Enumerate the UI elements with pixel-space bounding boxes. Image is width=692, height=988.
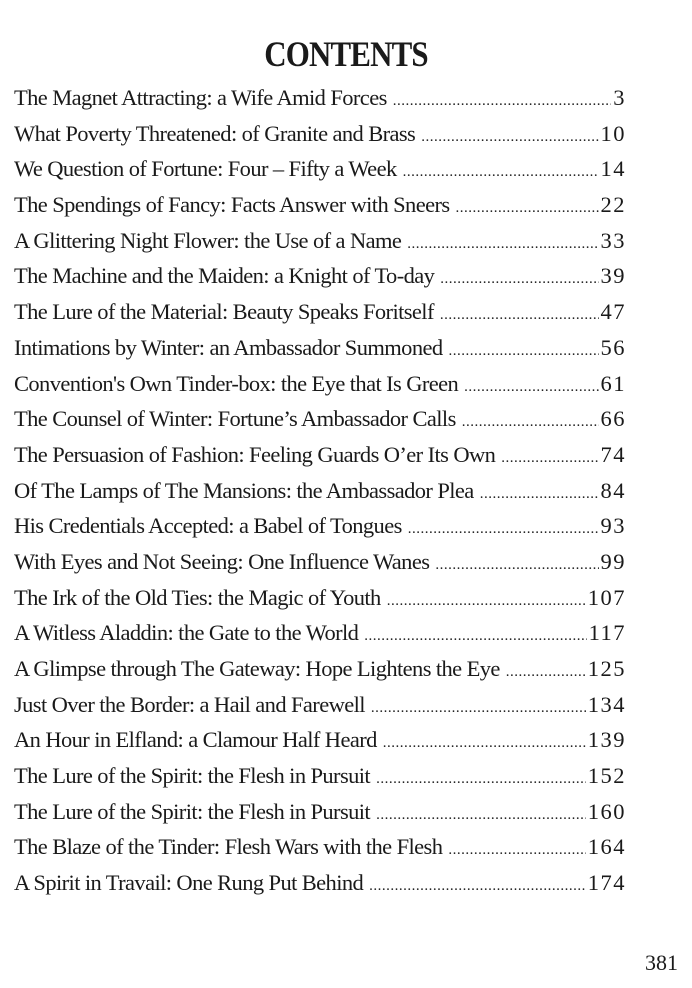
toc-entry-title: A Witless Aladdin: the Gate to the World [14, 620, 359, 646]
toc-entry-page: 22 [600, 192, 626, 218]
dot-leader [506, 655, 586, 691]
dot-leader [408, 512, 599, 548]
toc-entry [14, 508, 626, 544]
toc-entry-page: 139 [587, 727, 626, 753]
toc-entry-page: 74 [600, 441, 626, 467]
toc-entry-page: 66 [600, 406, 626, 432]
dot-leader [448, 833, 585, 869]
toc-entry-title: A Glittering Night Flower: the Use of a Name [14, 227, 402, 253]
toc-entry-page: 174 [587, 870, 626, 896]
toc-entry-page: 84 [600, 477, 626, 503]
toc-entry [14, 116, 626, 152]
toc-entry [14, 258, 626, 294]
dot-leader [393, 84, 612, 120]
toc-entry [14, 865, 626, 901]
toc-entry [14, 794, 626, 830]
toc-entry-page: 125 [587, 656, 626, 681]
toc-entry [14, 294, 626, 330]
toc-entry-title: The Lure of the Material: Beauty Speaks Foritself [14, 299, 434, 325]
toc-entry-title: What Poverty Threatened: of Granite and Brass [14, 120, 416, 146]
toc-entry [14, 223, 626, 259]
table-of-contents [14, 80, 626, 901]
toc-entry-title: Just Over the Border: a Hail and Farewell [14, 691, 365, 717]
toc-entry-title: The Counsel of Winter: Fortune’s Ambassador Calls [14, 406, 456, 432]
toc-entry-page: 61 [600, 370, 626, 396]
toc-entry [14, 829, 626, 865]
toc-entry-title: The Irk of the Old Ties: the Magic of Youth [14, 584, 381, 610]
toc-entry [14, 401, 626, 437]
toc-entry-page: 160 [587, 798, 626, 824]
toc-entry-page: 93 [600, 513, 626, 539]
toc-entry-page: 134 [587, 691, 626, 717]
dot-leader [403, 155, 599, 191]
toc-entry [14, 330, 626, 366]
toc-entry-page: 33 [600, 227, 626, 253]
toc-entry-page: 164 [587, 834, 626, 860]
toc-entry-page: 56 [600, 334, 626, 360]
dot-leader [501, 441, 598, 477]
page-title: CONTENTS [264, 34, 428, 75]
toc-entry-title: The Spendings of Fancy: Facts Answer with Sneers [14, 192, 450, 218]
toc-entry-page: 39 [600, 263, 626, 289]
toc-entry-page: 107 [587, 584, 626, 610]
dot-leader [421, 120, 598, 156]
dot-leader [369, 869, 586, 905]
toc-entry [14, 473, 626, 509]
toc-entry [14, 80, 626, 116]
dot-leader [387, 584, 586, 620]
page-number: 381 [645, 950, 678, 975]
toc-entry [14, 687, 626, 723]
toc-entry [14, 437, 626, 473]
toc-entry-page: 117 [588, 620, 626, 646]
toc-entry [14, 580, 626, 616]
toc-entry-title: The Magnet Attracting: a Wife Amid Forces [14, 85, 387, 110]
toc-entry [14, 758, 626, 794]
toc-entry-title: We Question of Fortune: Four – Fifty a Week [14, 156, 397, 182]
dot-leader [435, 548, 598, 584]
toc-entry [14, 651, 626, 687]
toc-entry-title: Convention's Own Tinder-box: the Eye that Is Green [14, 370, 459, 396]
toc-entry [14, 187, 626, 223]
toc-entry-page: 152 [587, 763, 626, 789]
toc-entry [14, 366, 626, 402]
toc-entry-title: The Lure of the Spirit: the Flesh in Pursuit [14, 763, 371, 789]
toc-entry-page: 99 [600, 548, 626, 574]
dot-leader [462, 405, 599, 441]
dot-leader [376, 798, 586, 834]
dot-leader [449, 334, 599, 370]
toc-entry-title: An Hour in Elfland: a Clamour Half Heard [14, 727, 377, 753]
dot-leader [464, 370, 598, 406]
toc-entry-title: Intimations by Winter: an Ambassador Summoned [14, 334, 443, 360]
toc-entry [14, 544, 626, 580]
toc-entry-page: 47 [600, 299, 626, 325]
toc-entry-title: His Credentials Accepted: a Babel of Tongues [14, 513, 402, 539]
dot-leader [440, 298, 599, 334]
dot-leader [371, 691, 586, 727]
toc-entry-title: The Persuasion of Fashion: Feeling Guards O’er Its Own [14, 441, 496, 467]
toc-entry-title: The Machine and the Maiden: a Knight of To-day [14, 263, 435, 289]
toc-entry [14, 151, 626, 187]
toc-entry-page: 3 [613, 85, 626, 110]
toc-entry-title: A Glimpse through The Gateway: Hope Lightens the Eye [14, 656, 500, 681]
dot-leader [480, 477, 599, 513]
toc-entry-page: 14 [600, 156, 626, 182]
toc-entry-title: The Blaze of the Tinder: Flesh Wars with the Flesh [14, 834, 443, 860]
dot-leader [383, 726, 586, 762]
dot-leader [440, 262, 598, 298]
toc-entry [14, 615, 626, 651]
toc-entry-title: Of The Lamps of The Mansions: the Ambassador Plea [14, 477, 474, 503]
toc-entry-title: The Lure of the Spirit: the Flesh in Pursuit [14, 798, 371, 824]
toc-entry-title: With Eyes and Not Seeing: One Influence Wanes [14, 548, 430, 574]
dot-leader [456, 191, 599, 227]
dot-leader [407, 227, 598, 263]
toc-entry [14, 722, 626, 758]
dot-leader [376, 762, 586, 798]
toc-entry-title: A Spirit in Travail: One Rung Put Behind [14, 870, 364, 896]
toc-entry-page: 10 [600, 120, 626, 146]
dot-leader [364, 619, 586, 655]
